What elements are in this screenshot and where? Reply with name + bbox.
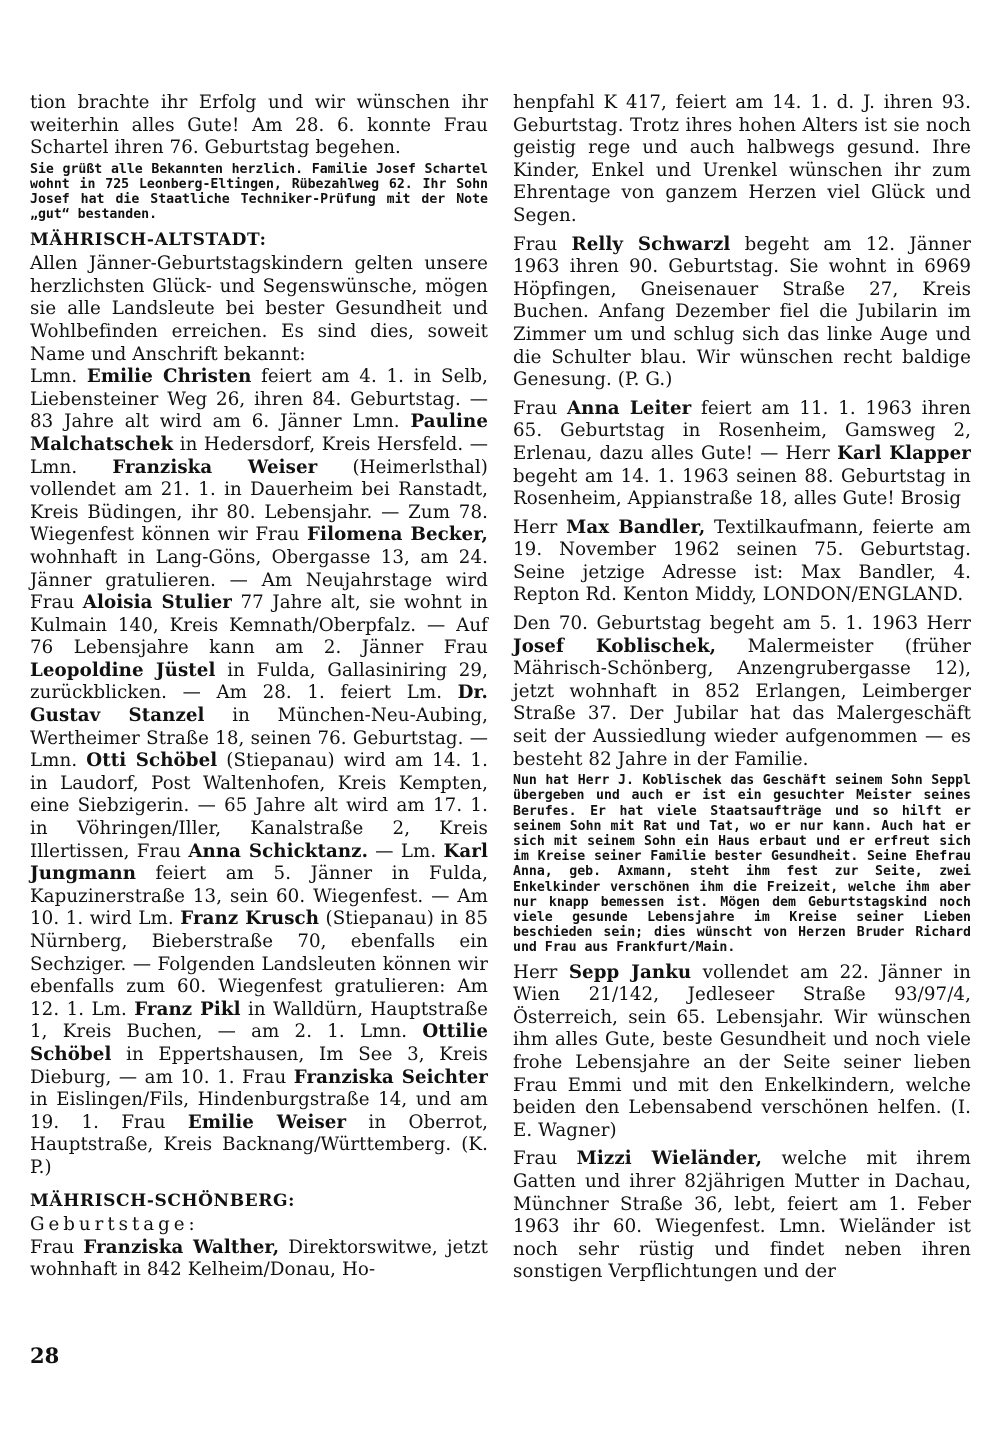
text-run: Frau bbox=[513, 1148, 577, 1170]
person-name: Karl Jungmann bbox=[30, 840, 488, 885]
text-run: (Stiepanau) in 85 Nürnberg, Bieberstraße 70, ebenfalls ein Sechziger. — Folgenden Landsleuten können wir ebenfalls zum 60. Wiegenfest gratulieren: Am 12. 1. Lm. bbox=[30, 908, 488, 1020]
text-run: wohnhaft in Lang-Göns, Obergasse 13, am 24. Jänner gratulieren. — Am Neujahrstage wird Frau bbox=[30, 546, 488, 614]
person-name: Dr. Gustav Stanzel bbox=[30, 682, 488, 727]
text-run: begeht am 14. 1. 1963 seinen 88. Geburtstag in Rosenheim, Appianstraße 18, alles Gute! Brosig bbox=[513, 465, 971, 510]
text-run: in München-Neu-Aubing, Wertheimer Straße 18, seinen 76. Geburtstag. — Lmn. bbox=[30, 705, 488, 772]
schoenberg-paragraph-start bbox=[30, 1237, 488, 1282]
walther-paragraph-continued bbox=[513, 92, 971, 228]
person-name: Filomena Becker, bbox=[307, 524, 488, 546]
person-name: Franz Pikl bbox=[134, 998, 241, 1020]
person-name: Pauline Malchatschek bbox=[30, 411, 488, 455]
leiter-klapper-paragraph bbox=[513, 398, 971, 511]
bandler-paragraph bbox=[513, 517, 971, 607]
person-name: Franziska Seichter bbox=[293, 1066, 488, 1088]
person-name: Ottilie Schöbel bbox=[30, 1021, 488, 1065]
text-run: 77 Jahre alt, sie wohnt in Kulmain 140, Kreis Kemnath/Oberpfalz. — Auf 76 Lebensjahre kann am 2. Jänner Frau bbox=[30, 592, 488, 659]
intro-paragraph bbox=[30, 92, 488, 160]
text-run: Den 70. Geburtstag begeht am 5. 1. 1963 Herr bbox=[513, 613, 971, 635]
left-column bbox=[30, 92, 488, 1282]
text-run: in Eislingen/Fils, Hindenburgstraße 14, und am 19. 1. Frau bbox=[30, 1089, 488, 1133]
text-run: feiert am 5. Jänner in Fulda, Kapuzinerstraße 13, sein 60. Wiegenfest. — Am 10. 1. wird Lm. bbox=[30, 863, 488, 930]
text-run: in Walldürn, Hauptstraße 1, Kreis Buchen, — am 2. 1. Lmn. bbox=[30, 998, 488, 1043]
text-run: welche mit ihrem Gatten und ihrer 82jährigen Mutter in Dachau, Münchner Straße 36, lebt, feiert am 1. Feber 1963 ihr 60. Wiegenfest. Lmn. Wieländer ist noch sehr rüstig und findet neben ihren sonstigen Verpflichtungen und der bbox=[513, 1148, 972, 1283]
text-run: Frau bbox=[30, 1236, 84, 1258]
koblischek-small-print: Nun hat Herr J. Koblischek das Geschäft seinem Sohn Seppl übergeben und auch er ist ein gesuchter Meister seines Berufes. Er hat viele Staatsaufträge und so hilft er seinem Sohn mit Rat und Tat, wo er nur kann. Auch hat er sich mit seinem Sohn ein Haus erbaut und er erfreut sich im Kreise seiner Familie bester Gesundheit. Seine Ehefrau Anna, geb. Axmann, steht ihm fest zur Seite, zwei Enkelkinder verschönen ihm die Freizeit, welche ihm aber nur knapp bemessen ist. Mögen dem Geburtstagskind noch viele gesunde Lebensjahre im Kreise seiner Lieben beschieden sein; dies wünscht von Herzen Bruder Richard und Frau aus Frankfurt/Main. bbox=[513, 773, 971, 956]
text-run: Allen Jänner-Geburtstagskindern gelten unsere herzlichsten Glück- und Segenswünsche, mögen sie alle Landsleute bei bester Gesundheit und Wohlbefinden erreichen. Es sind dies, soweit Name und Anschrift bekannt: bbox=[30, 253, 488, 365]
person-name: Sepp Janku bbox=[568, 961, 692, 983]
text-run: Malermeister (früher Mährisch-Schönberg, Anzengrubergasse 12), jetzt wohnhaft in 852 Erlangen, Leimberger Straße 37. Der Jubilar hat das Malergeschäft seit der Aussiedlung wieder aufgenommen — es besteht 82 Jahre in der Familie. bbox=[513, 635, 971, 770]
person-name: Emilie Weiser bbox=[187, 1111, 347, 1133]
text-run: henpfahl K 417, feiert am 14. 1. d. J. ihren 93. Geburtstag. Trotz ihres hohen Alters ist sie noch geistig rege und auch halbwegs gesund. Ihre Kinder, Enkel und Urenkel wünschen ihr zum Ehrentage von ganzem Herzen viel Glück und Segen. bbox=[513, 92, 971, 226]
text-run: feiert am 11. 1. 1963 ihren 65. Geburtstag in Rosenheim, Gamsweg 2, Erlenau, dazu alles Gute! — Herr bbox=[513, 397, 971, 464]
person-name: Mizzi Wieländer, bbox=[576, 1148, 763, 1170]
person-name: Otti Schöbel bbox=[86, 750, 218, 772]
text-run: (Stiepanau) wird am 14. 1. in Laudorf, Post Waltenhofen, Kreis Kempten, eine Siebzigerin. — 65 Jahre alt wird am 17. 1. in Vöhringen/Iller, Kanalstraße 2, Kreis Illertissen, Frau bbox=[30, 750, 488, 862]
text-run: feiert am 4. 1. in Selb, Liebensteiner Weg 26, ihren 84. Geburtstag. — 83 Jahre alt wird am 6. Jänner Lmn. bbox=[30, 366, 488, 433]
text-run: vollendet am 22. Jänner in Wien 21/142, Jedleseer Straße 93/97/4, Österreich, sein 65. Lebensjahr. Wir wünschen ihm alles Gute, beste Gesundheit und noch viele frohe Lebensjahre an der Seite seiner lieben Frau Emmi und mit den Enkelkindern, welche beiden den Lebensabend verschönen helfen. (I. E. Wagner) bbox=[513, 961, 971, 1141]
text-run: Frau bbox=[513, 233, 572, 255]
text-run: (Heimerlsthal) vollendet am 21. 1. in Dauerheim bei Ranstadt, Kreis Büdingen, ihr 80. Lebensjahr. — Zum 78. Wiegenfest können wir Frau bbox=[30, 456, 489, 546]
text-run: Lmn. bbox=[30, 366, 87, 388]
person-name: Leopoldine Jüstel bbox=[30, 659, 216, 681]
heading-maehrisch-schoenberg: MÄHRISCH-SCHÖNBERG: bbox=[30, 1190, 295, 1211]
text-run: Herr bbox=[513, 961, 569, 983]
wielaender-paragraph bbox=[513, 1148, 971, 1284]
text-run: Herr bbox=[513, 516, 567, 538]
person-name: Franz Krusch bbox=[180, 908, 320, 930]
janku-paragraph bbox=[513, 962, 971, 1143]
text-run: Frau bbox=[513, 397, 567, 419]
person-name: Max Bandler, bbox=[566, 516, 706, 538]
schwarzl-paragraph bbox=[513, 234, 971, 392]
person-name: Anna Schicktanz. bbox=[188, 840, 369, 862]
text-run: Direktorswitwe, jetzt wohnhaft in 842 Kelheim/Donau, Ho- bbox=[30, 1236, 488, 1281]
person-name: Franziska Weiser bbox=[112, 456, 318, 478]
altstadt-birthday-list bbox=[30, 366, 488, 1179]
text-run: in Hedersdorf, Kreis Hersfeld. — Lmn. bbox=[30, 433, 488, 478]
text-run: in Oberrot, Hauptstraße, Kreis Backnang/Württemberg. (K. P.) bbox=[30, 1111, 488, 1178]
intro-small-print: Sie grüßt alle Bekannten herzlich. Familie Josef Schartel wohnt in 725 Leonberg-Eltingen, Rübezahlweg 62. Ihr Sohn Josef hat die Staatliche Techniker-Prüfung mit der Note „gut“ bestanden. bbox=[30, 161, 488, 223]
person-name: Relly Schwarzl bbox=[571, 233, 731, 255]
koblischek-paragraph bbox=[513, 613, 971, 771]
page-number: 28 bbox=[30, 1343, 60, 1368]
person-name: Emilie Christen bbox=[86, 366, 252, 388]
text-run: Textilkaufmann, feierte am 19. November 1962 seinen 75. Geburtstag. Seine jetzige Adresse ist: Max Bandler, 4. Repton Rd. Kenton Middy, LONDON/ENGLAND. bbox=[513, 516, 972, 606]
altstadt-intro-paragraph bbox=[30, 253, 488, 366]
person-name: Anna Leiter bbox=[566, 397, 692, 419]
person-name: Franziska Walther, bbox=[83, 1236, 280, 1258]
text-run: in Fulda, Gallasiniring 29, zurückblicken. — Am 28. 1. feiert Lm. bbox=[30, 659, 488, 704]
heading-maehrisch-altstadt: MÄHRISCH-ALTSTADT: bbox=[30, 229, 267, 250]
subheading-geburtstage: Geburtstage: bbox=[30, 1214, 199, 1236]
text-run: tion brachte ihr Erfolg und wir wünschen ihr weiterhin alles Gute! Am 28. 6. konnte Frau Schartel ihren 76. Geburtstag begehen. bbox=[30, 92, 488, 159]
text-run: in Eppertshausen, Im See 3, Kreis Dieburg, — am 10. 1. Frau bbox=[30, 1043, 488, 1088]
person-name: Josef Koblischek, bbox=[513, 635, 717, 657]
text-run: begeht am 12. Jänner 1963 ihren 90. Geburtstag. Sie wohnt in 6969 Höpfingen, Gneisenauer Straße 27, Kreis Buchen. Anfang Dezember fiel die Jubilarin im Zimmer um und schlug sich das linke Auge und die Schulter blau. Wir wünschen recht baldige Genesung. (P. G.) bbox=[513, 233, 971, 391]
person-name: Aloisia Stulier bbox=[82, 592, 232, 614]
person-name: Karl Klapper bbox=[837, 442, 971, 464]
right-column bbox=[513, 92, 971, 1284]
text-run: — Lm. bbox=[368, 840, 444, 862]
